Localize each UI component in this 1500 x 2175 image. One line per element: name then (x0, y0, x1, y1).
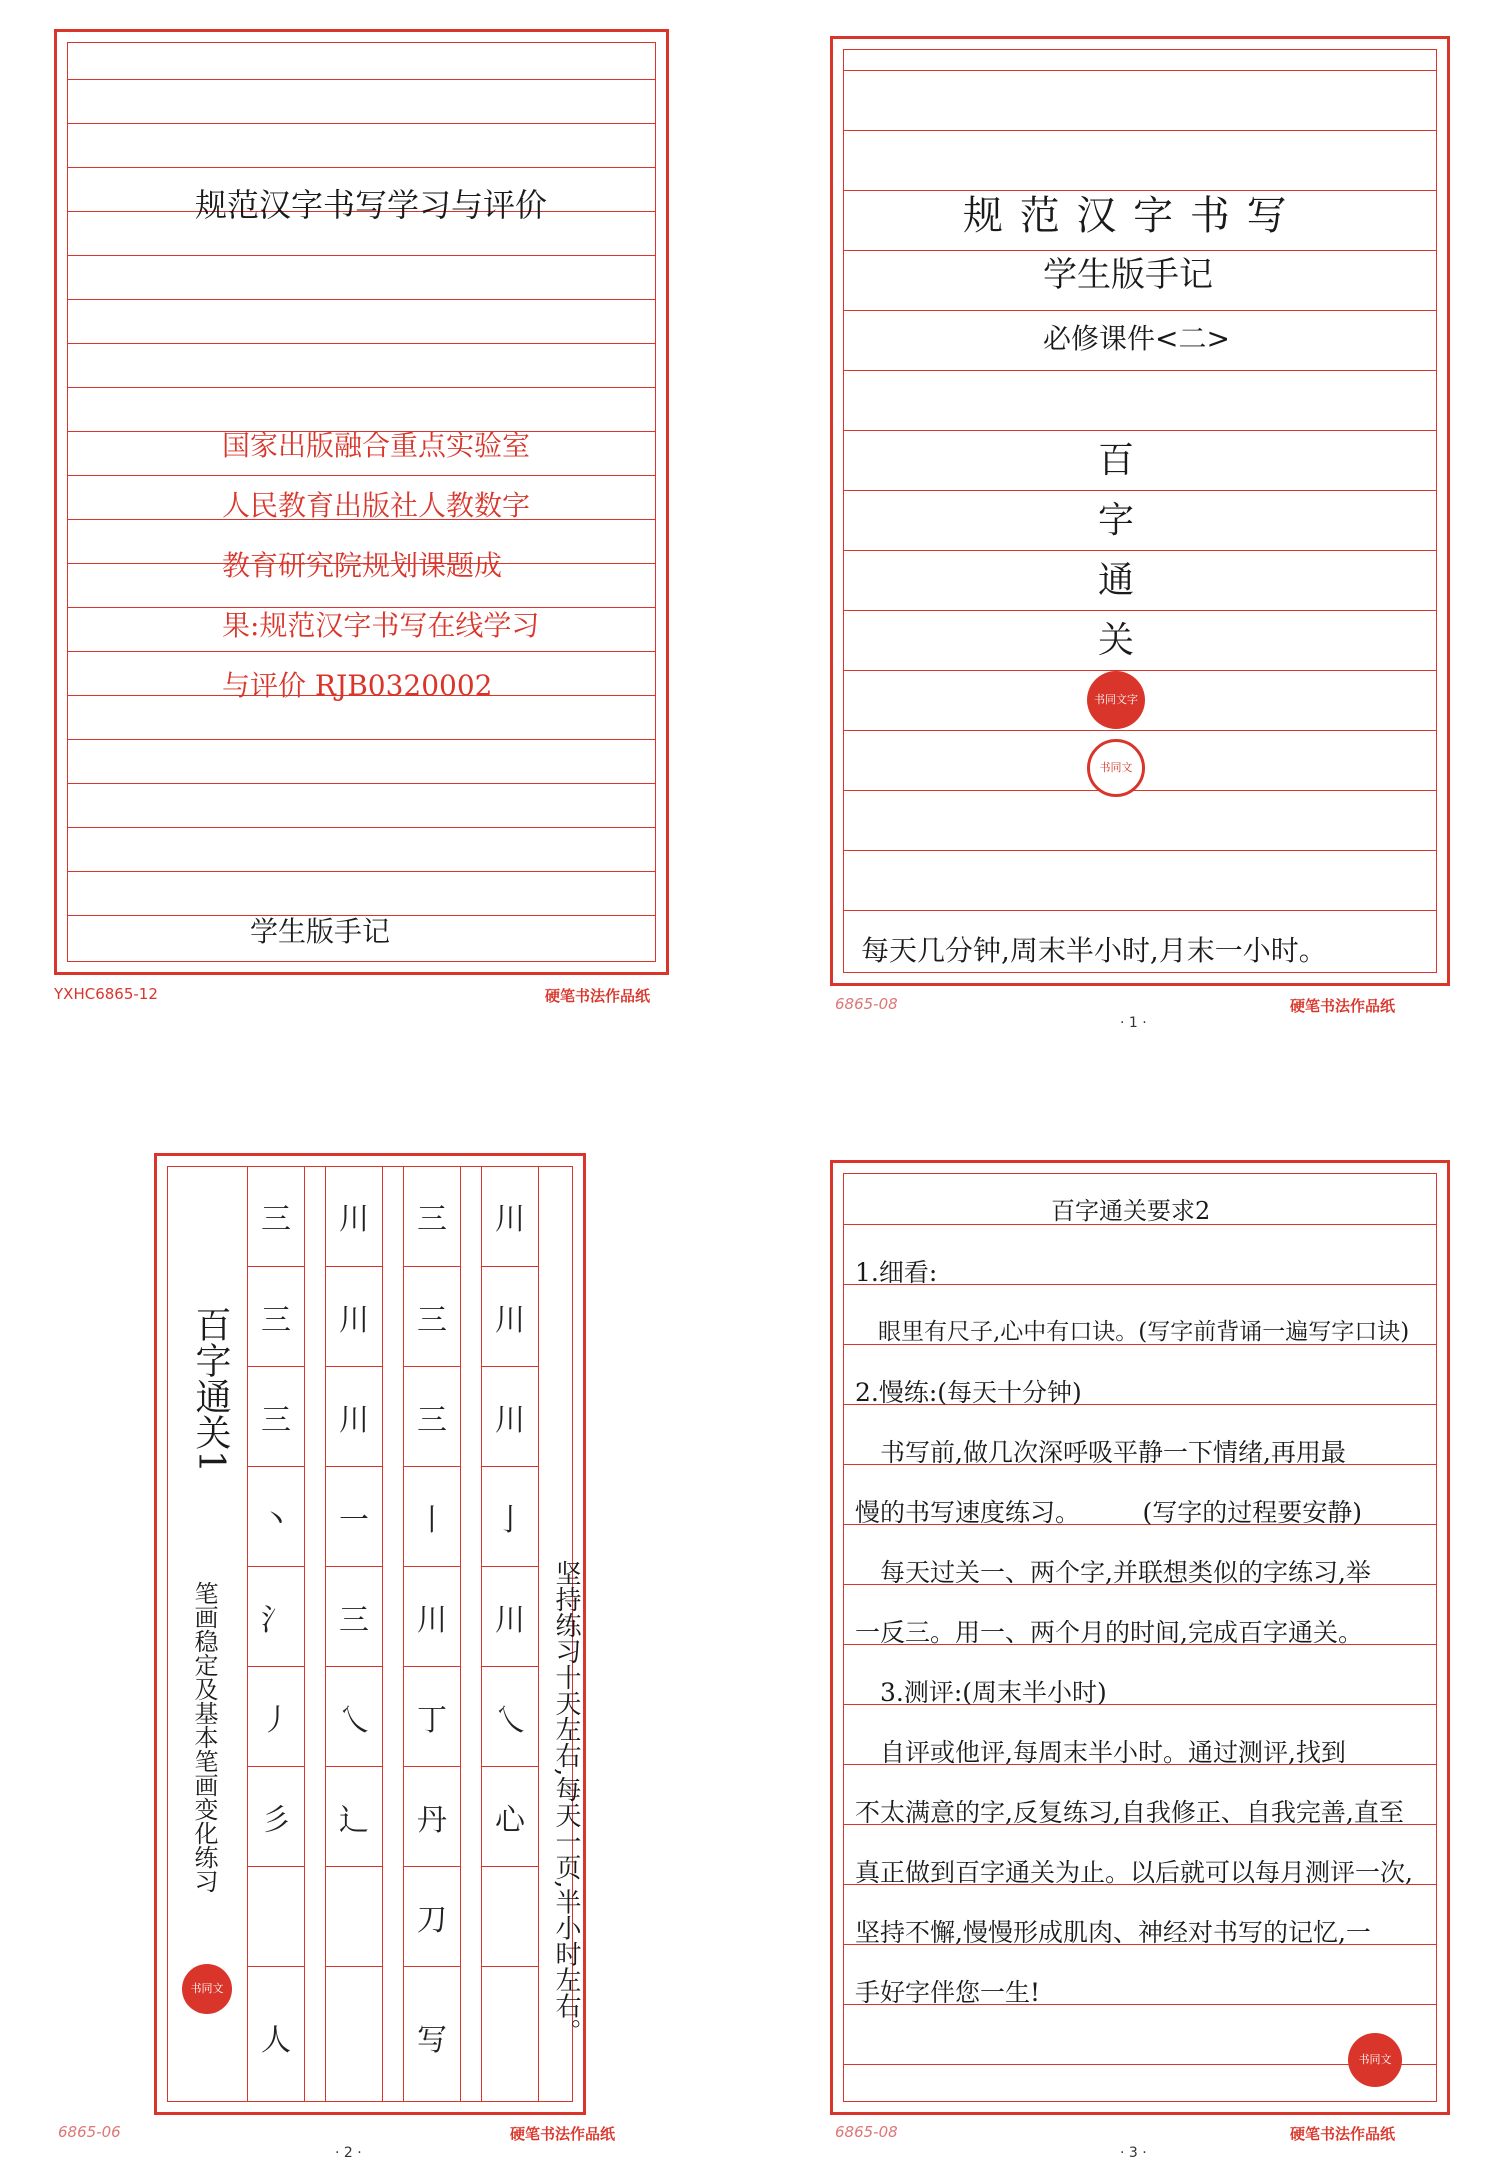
footer-text: 学生版手记 (250, 915, 391, 948)
title-vertical: 百字通关1 (190, 1306, 231, 1473)
grid-column-1 (247, 1166, 305, 2102)
vertical-char-2: 字 (1098, 500, 1135, 541)
paper-code: 6865-06 (58, 2123, 121, 2141)
red-line-4: 果:规范汉字书写在线学习 (222, 609, 540, 642)
grid-cell (326, 1966, 382, 2107)
grid-cell: 三 (248, 1266, 304, 1367)
page-title: 规范汉字书写学习与评价 (195, 186, 548, 224)
sheet-page-3 (154, 1153, 586, 2115)
grid-cell: 心 (482, 1766, 538, 1867)
grid-cell (326, 1866, 382, 1967)
grid-cell: 三 (326, 1566, 382, 1667)
text-line-3: 2.慢练:(每天十分钟) (855, 1378, 1082, 1407)
grid-cell (482, 1866, 538, 1967)
grid-cell: 一 (326, 1466, 382, 1567)
right-vertical-note: 坚持练习十天左右,每天一页,半小时左右。 (551, 1560, 581, 2045)
sheet-page-1 (54, 29, 669, 975)
text-line-8: 3.测评:(周末半小时) (855, 1678, 1107, 1707)
sheet-page-2 (830, 36, 1450, 986)
paper-brand: 硬笔书法作品纸 (1290, 2125, 1396, 2143)
red-line-1: 国家出版融合重点实验室 (222, 429, 531, 462)
grid-cell: 乀 (482, 1666, 538, 1767)
grid-cell: 写 (404, 1966, 460, 2107)
seal-stamp: 书同文 (182, 1964, 232, 2014)
grid-column-3 (403, 1166, 461, 2102)
grid-cell: 三 (417, 1202, 447, 1237)
text-line-4: 书写前,做几次深呼吸平静一下情绪,再用最 (855, 1438, 1346, 1467)
text-line-11: 真正做到百字通关为止。以后就可以每月测评一次, (855, 1858, 1413, 1887)
grid-cell: 乀 (326, 1666, 382, 1767)
text-line-2: 眼里有尺子,心中有口诀。(写字前背诵一遍写字口诀) (855, 1319, 1410, 1345)
grid-cell: 辶 (326, 1766, 382, 1867)
page-number: · 1 · (1120, 1015, 1147, 1031)
paper-code: 6865-08 (835, 2123, 898, 2141)
vertical-char-1: 百 (1098, 440, 1135, 481)
page-title: 百字通关要求2 (1051, 1197, 1211, 1225)
seal-stamp-filled: 书同文字 (1087, 671, 1145, 729)
grid-cell: 彡 (248, 1766, 304, 1867)
seal-stamp: 书同文 (1348, 2033, 1402, 2087)
grid-cell: 三 (248, 1366, 304, 1467)
paper-code: YXHC6865-12 (54, 985, 158, 1003)
page-title: 规 范 汉 字 书 写 (963, 193, 1289, 239)
text-line-13: 手好字伴您一生! (855, 1978, 1041, 2007)
text-line-7: 一反三。用一、两个月的时间,完成百字通关。 (855, 1618, 1363, 1647)
grid-cell: 刀 (404, 1866, 460, 1967)
bottom-line: 每天几分钟,周末半小时,月末一小时。 (861, 934, 1327, 967)
grid-cell: 丁 (404, 1666, 460, 1767)
grid-cell: 三 (404, 1266, 460, 1367)
sheet-page-4 (830, 1160, 1450, 2115)
text-line-5: 慢的书写速度练习。 (写字的过程要安静) (855, 1498, 1363, 1527)
grid-cell (248, 1866, 304, 1967)
grid-cell: 川 (404, 1566, 460, 1667)
text-line-10: 不太满意的字,反复练习,自我修正、自我完善,直至 (855, 1798, 1404, 1827)
red-line-2: 人民教育出版社人教数字 (222, 489, 531, 522)
grid-cell: 三 (261, 1202, 291, 1237)
grid-cell: 丶 (248, 1466, 304, 1567)
text-line-12: 坚持不懈,慢慢形成肌肉、神经对书写的记忆,一 (855, 1918, 1371, 1947)
grid-column-2 (325, 1166, 383, 2102)
grid-cell: 丿 (248, 1666, 304, 1767)
grid-cell: 川 (339, 1202, 369, 1237)
seal-stamp-outline: 书同文 (1087, 739, 1145, 797)
red-line-3: 教育研究院规划课题成 (222, 549, 503, 582)
grid-cell: 亅 (482, 1466, 538, 1567)
grid-cell (482, 1966, 538, 2107)
grid-cell: 川 (495, 1202, 525, 1237)
grid-cell: 氵 (248, 1566, 304, 1667)
grid-cell: 川 (482, 1266, 538, 1367)
grid-cell: 丹 (404, 1766, 460, 1867)
grid-cell: 人 (248, 1966, 304, 2107)
text-line-9: 自评或他评,每周末半小时。通过测评,找到 (855, 1738, 1346, 1767)
red-line-5: 与评价 RJB0320002 (222, 669, 493, 702)
page-number: · 2 · (335, 2145, 362, 2161)
grid-cell: 川 (326, 1266, 382, 1367)
grid-cell: 丨 (404, 1466, 460, 1567)
vertical-char-3: 通 (1098, 560, 1135, 601)
vertical-char-4: 关 (1098, 620, 1135, 661)
text-line-1: 1.细看: (855, 1258, 938, 1287)
grid-cell: 三 (404, 1366, 460, 1467)
paper-brand: 硬笔书法作品纸 (510, 2125, 616, 2143)
page-number: · 3 · (1120, 2145, 1147, 2161)
course-label: 必修课件<二> (1043, 322, 1230, 355)
paper-brand: 硬笔书法作品纸 (545, 987, 651, 1005)
grid-cell: 川 (326, 1366, 382, 1467)
subtitle-vertical: 笔画稳定及基本笔画变化练习 (190, 1581, 218, 1893)
paper-code: 6865-08 (835, 995, 898, 1013)
grid-cell: 川 (482, 1366, 538, 1467)
paper-brand: 硬笔书法作品纸 (1290, 997, 1396, 1015)
grid-cell: 川 (482, 1566, 538, 1667)
subtitle: 学生版手记 (1043, 255, 1213, 295)
grid-column-4 (481, 1166, 539, 2102)
text-line-6: 每天过关一、两个字,并联想类似的字练习,举 (855, 1558, 1371, 1587)
